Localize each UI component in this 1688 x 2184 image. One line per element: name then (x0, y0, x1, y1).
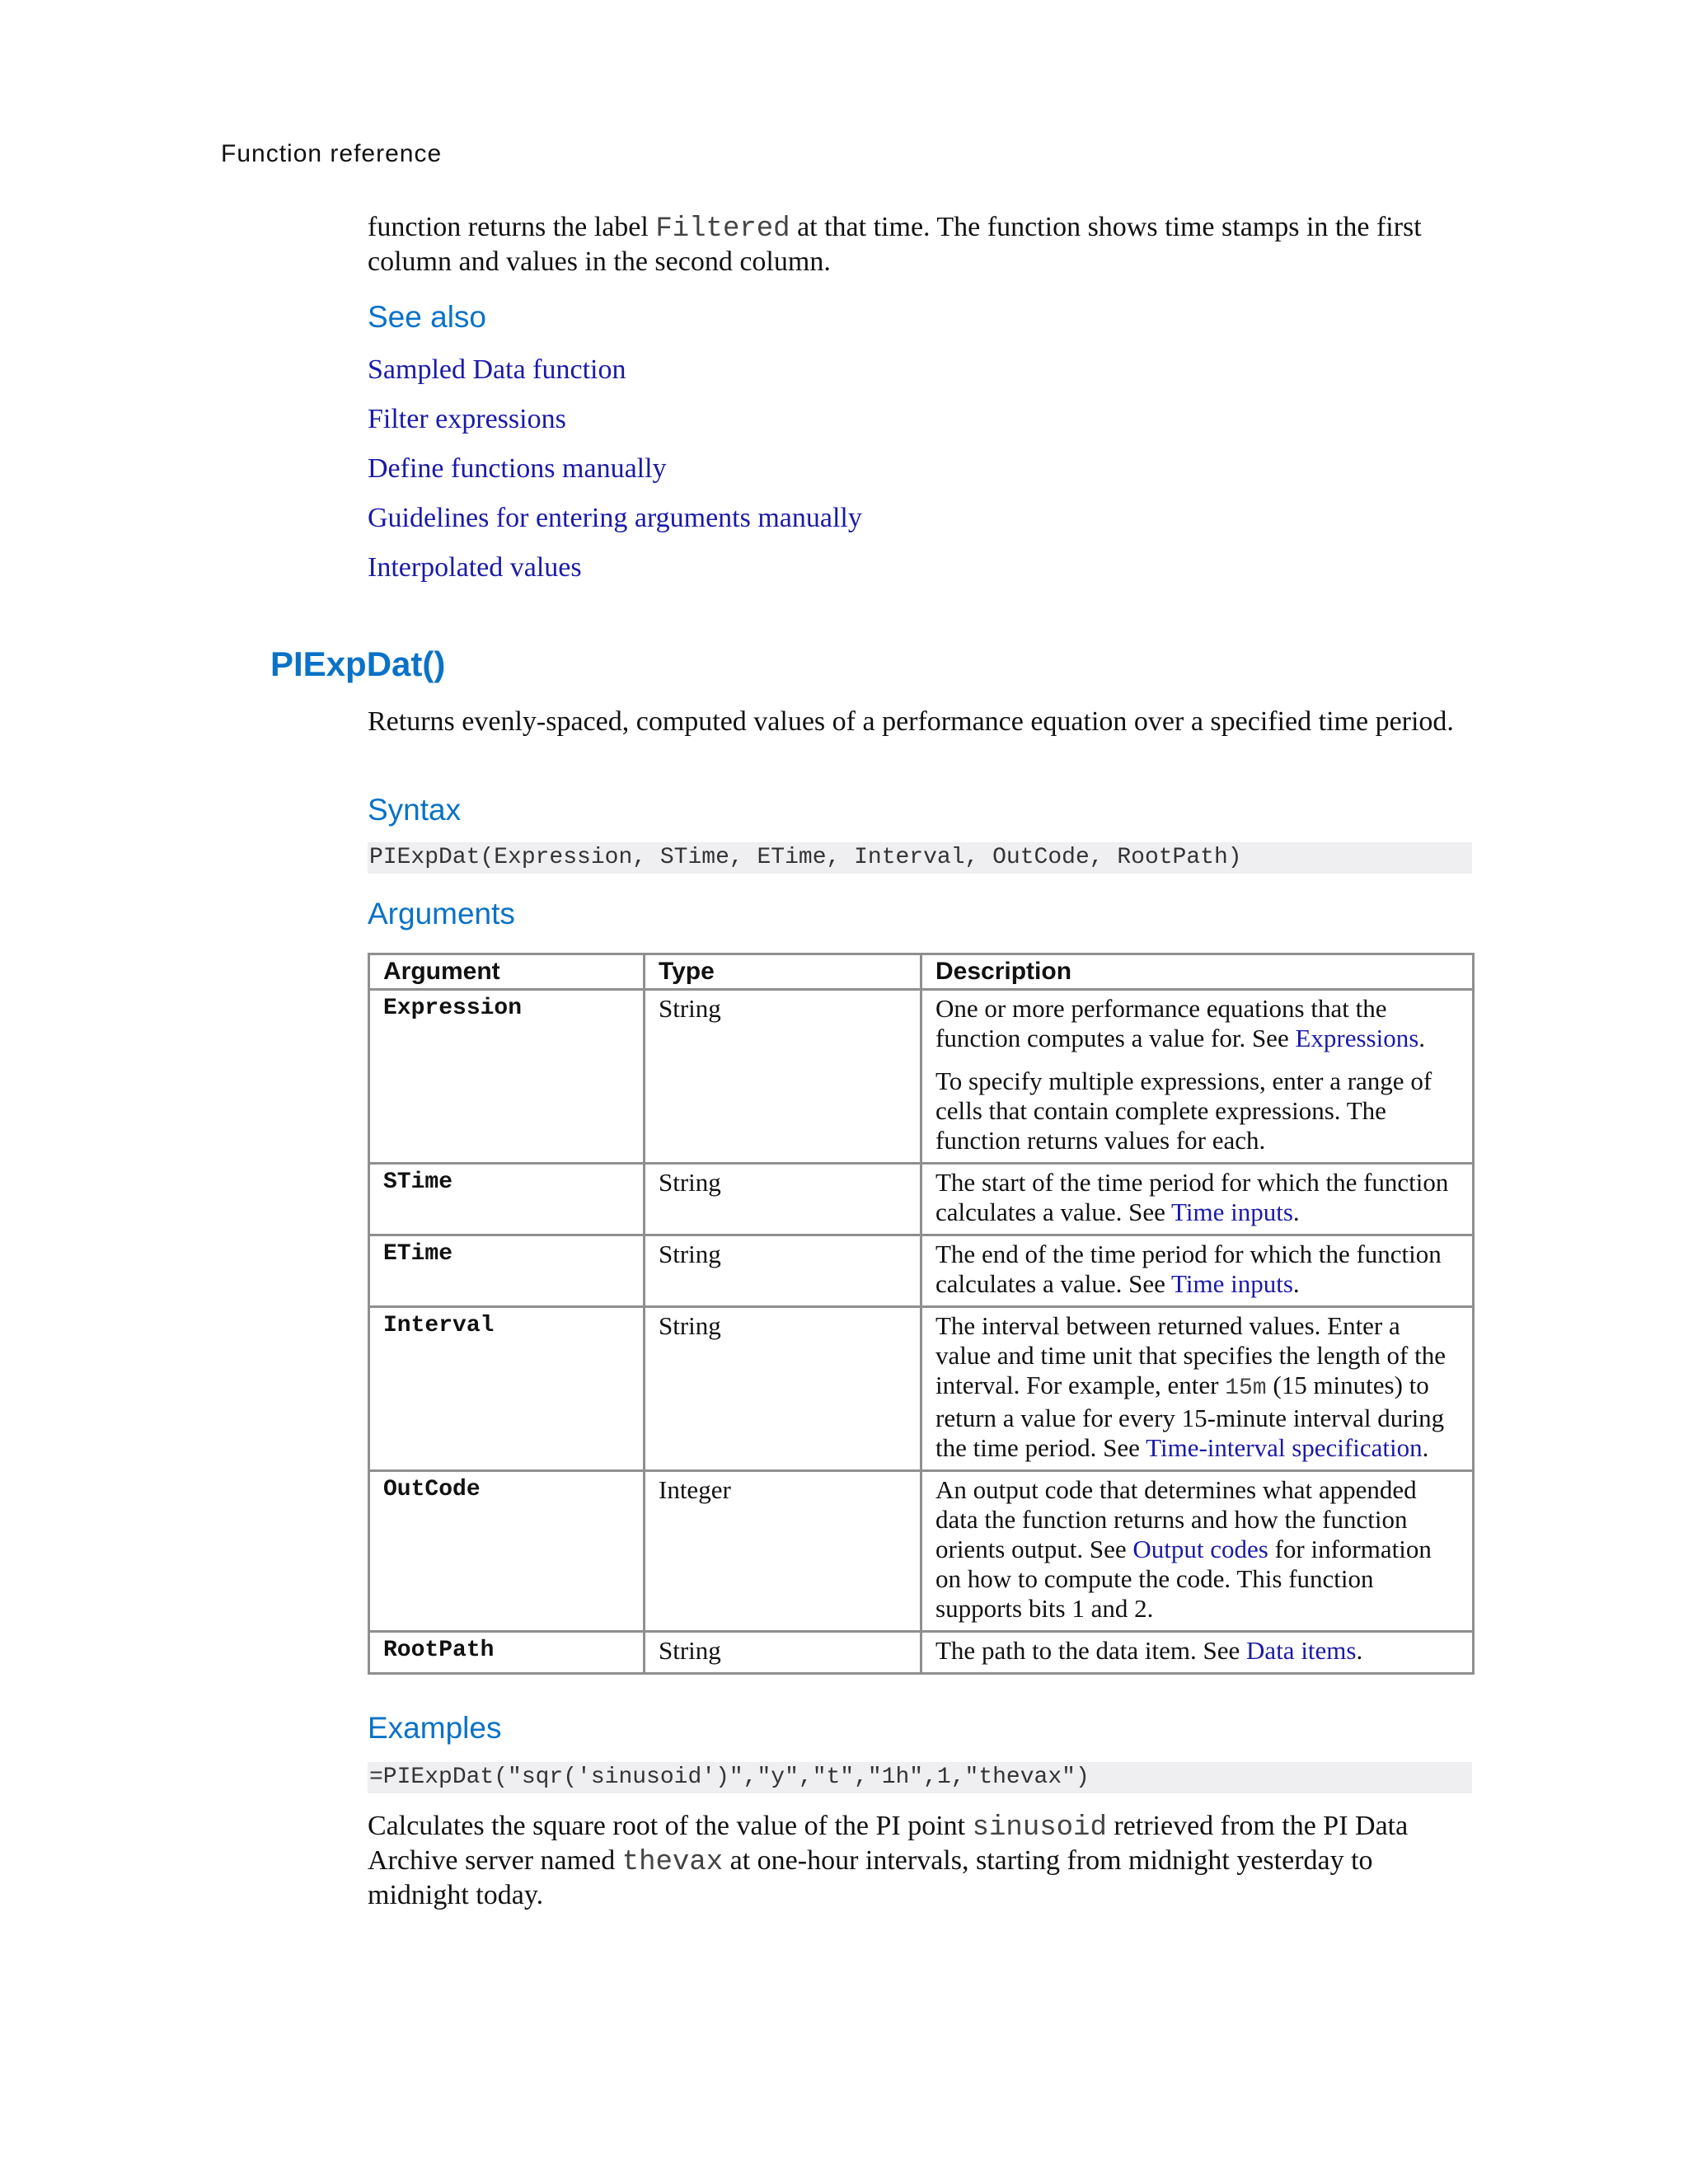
link-time-interval-specification[interactable]: Time-interval specification (1146, 1433, 1423, 1462)
function-title: PIExpDat() (270, 644, 446, 683)
link-sampled-data-function[interactable]: Sampled Data function (368, 354, 626, 385)
link-time-inputs[interactable]: Time inputs (1171, 1197, 1293, 1226)
arg-type: Integer (645, 1471, 921, 1632)
arg-type: String (645, 1235, 921, 1307)
syntax-heading: Syntax (368, 793, 462, 827)
header-description: Description (921, 954, 1474, 990)
header-type: Type (645, 954, 921, 990)
table-header-row (369, 954, 1474, 990)
table-row (369, 990, 1474, 1164)
table-row (369, 1307, 1474, 1471)
link-interpolated-values[interactable]: Interpolated values (368, 552, 582, 583)
link-time-inputs[interactable]: Time inputs (1171, 1269, 1293, 1298)
arguments-section (368, 897, 1472, 931)
example-code: =PIExpDat("sqr('sinusoid')","y","t","1h",1,"thevax") (368, 1762, 1472, 1793)
example-description: Calculates the square root of the value of the PI point sinusoid retrieved from the PI Data Archive server named thevax at one-hour intervals, starting from midnight yesterday to midnight today. (368, 1811, 1409, 1910)
function-summary-section (368, 705, 1472, 738)
inline-code-sinusoid: sinusoid (972, 1812, 1107, 1844)
arg-name: RootPath (369, 1632, 645, 1674)
arg-description: An output code that determines what appended data the function returns and how the function orients output. See Output codes for information on how to compute the code. This function supports bits 1 and 2. (921, 1471, 1474, 1632)
link-output-codes[interactable]: Output codes (1132, 1535, 1268, 1563)
link-define-functions-manually[interactable]: Define functions manually (368, 453, 667, 484)
arg-type: String (645, 990, 921, 1164)
function-summary: Returns evenly-spaced, computed values of a performance equation over a specified time period. (368, 706, 1454, 737)
intro-section (368, 211, 1472, 279)
arg-name: Expression (369, 990, 645, 1164)
arg-name: STime (369, 1164, 645, 1235)
table-row (369, 1632, 1474, 1674)
arg-description: One or more performance equations that the function computes a value for. See Expressions. To specify multiple expressions, enter a range of cells that contain complete expressions. The function returns values for each. (921, 990, 1474, 1164)
link-expressions[interactable]: Expressions (1295, 1024, 1419, 1052)
table-row (369, 1235, 1474, 1307)
syntax-section (368, 793, 1472, 874)
inline-code-thevax: thevax (621, 1847, 724, 1878)
arg-name: ETime (369, 1235, 645, 1307)
arg-name: OutCode (369, 1471, 645, 1632)
running-header: Function reference (221, 140, 443, 167)
table-row (369, 1164, 1474, 1235)
arg-type: String (645, 1632, 921, 1674)
arg-type: String (645, 1164, 921, 1235)
arg-description: The end of the time period for which the function calculates a value. See Time inputs. (921, 1235, 1474, 1307)
examples-section (368, 1711, 1472, 1912)
link-guidelines-entering-arguments[interactable]: Guidelines for entering arguments manually (368, 503, 862, 533)
arguments-heading: Arguments (368, 897, 515, 930)
arguments-table-wrapper (368, 953, 1472, 1675)
intro-paragraph: function returns the label Filtered at that time. The function shows time stamps in the first column and values in the second column. (368, 212, 1422, 277)
arg-description: The path to the data item. See Data items. (921, 1632, 1474, 1674)
see-also-section (368, 300, 1472, 335)
table-row (369, 1471, 1474, 1632)
see-also-heading: See also (368, 300, 486, 334)
arg-type: String (645, 1307, 921, 1471)
inline-code-filtered: Filtered (655, 213, 790, 245)
examples-heading: Examples (368, 1711, 502, 1745)
syntax-code: PIExpDat(Expression, STime, ETime, Interval, OutCode, RootPath) (368, 842, 1472, 874)
header-argument: Argument (369, 954, 645, 990)
inline-code-15m: 15m (1225, 1376, 1267, 1401)
arguments-table (368, 953, 1475, 1675)
link-data-items[interactable]: Data items (1246, 1636, 1357, 1665)
arg-description: The start of the time period for which the function calculates a value. See Time inputs. (921, 1164, 1474, 1235)
arg-name: Interval (369, 1307, 645, 1471)
link-filter-expressions[interactable]: Filter expressions (368, 404, 566, 434)
see-also-links (368, 354, 1472, 593)
arg-description: The interval between returned values. Enter a value and time unit that specifies the length of the interval. For example, enter 15m (15 minutes) to return a value for every 15-minute interval during the time period. See Time-interval specification. (921, 1307, 1474, 1471)
